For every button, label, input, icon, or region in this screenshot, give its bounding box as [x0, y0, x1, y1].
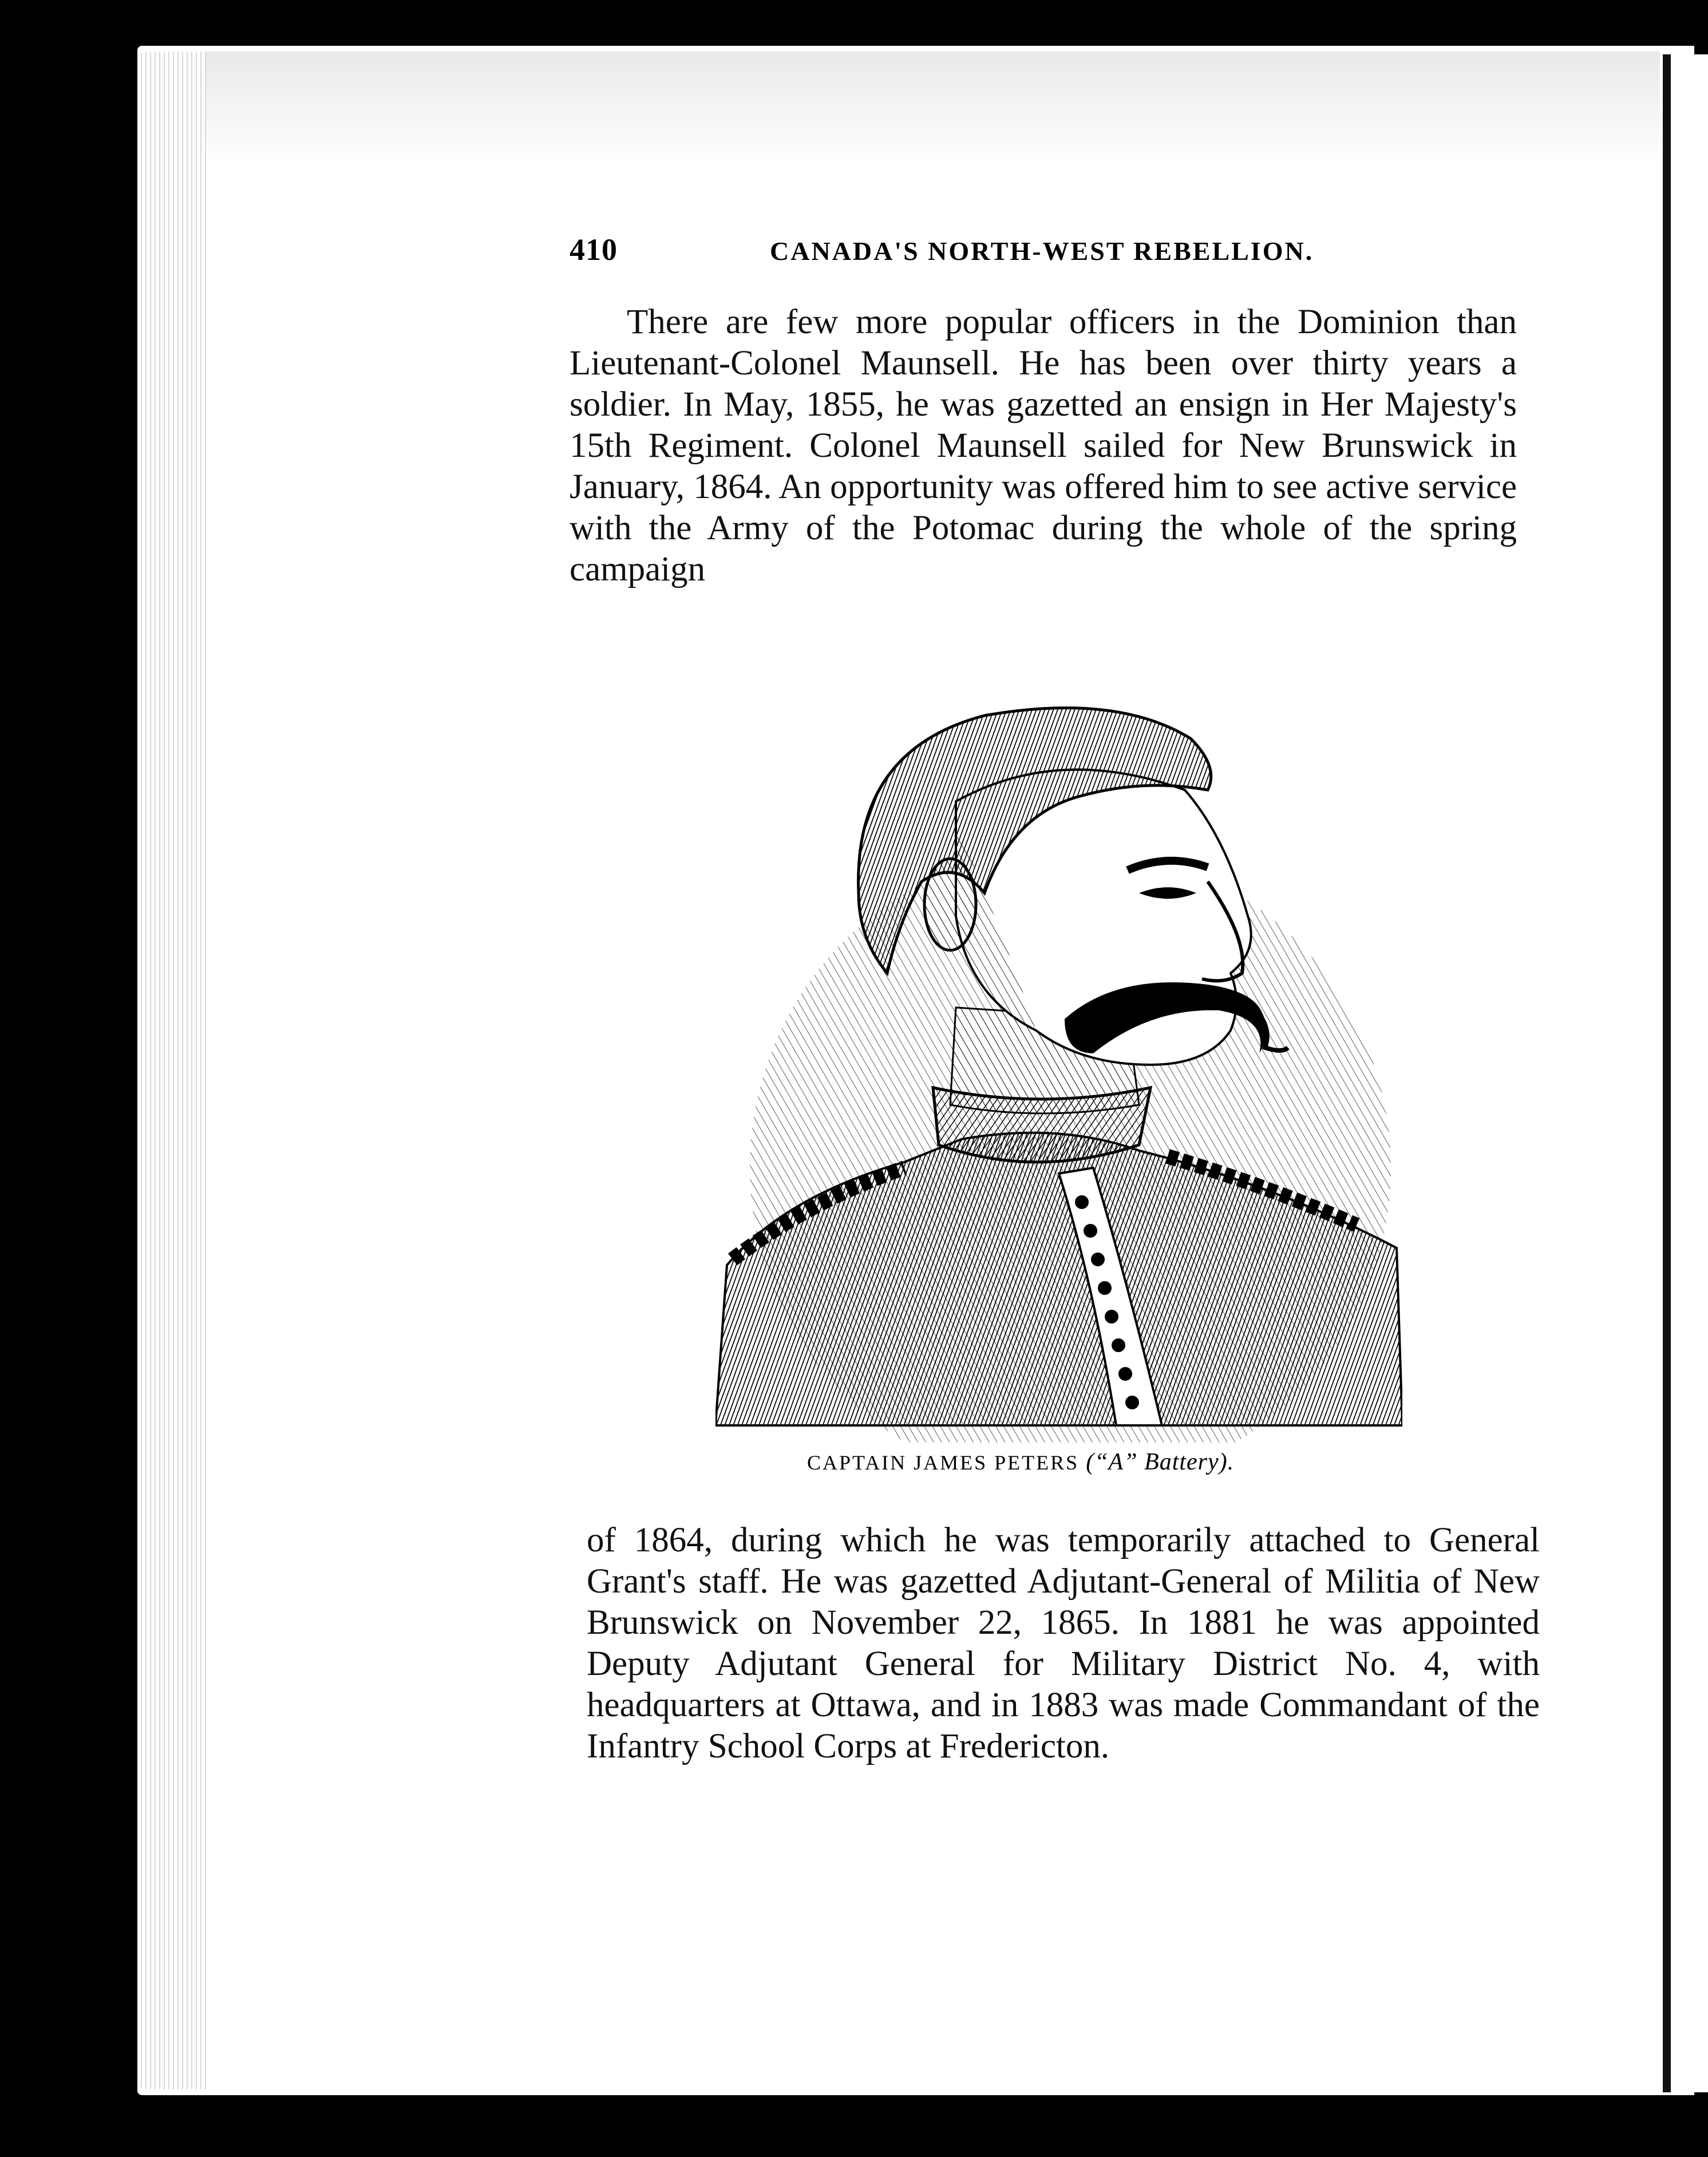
page-top-shadow: [206, 52, 1660, 166]
figure-caption: [807, 1448, 1345, 1476]
upper-text-block: [570, 232, 1517, 590]
page-number: 410: [570, 232, 618, 267]
paragraph-1: There are few more popular officers in the Dominion than Lieutenant-Colonel Maunsell. He has been over thirty years a soldier. In May, 1855, he was gazetted an ensign in Her Majesty's 15th Regiment. Colonel Maunsell sailed for New Brunswick in January, 1864. An opportunity was offered him to see active service with the Army of the Potomac during the whole of the spring campaign: [570, 303, 1517, 588]
caption-unit: (“A” Battery).: [1086, 1449, 1235, 1475]
running-header: [570, 232, 1517, 267]
running-title: CANADA'S NORTH-WEST REBELLION.: [770, 236, 1314, 266]
caption-name: CAPTAIN JAMES PETERS: [807, 1451, 1080, 1474]
page-edges: [137, 52, 206, 2089]
facing-page-edge: [1663, 54, 1708, 2092]
portrait-engraving: [715, 653, 1402, 1443]
paragraph-2: of 1864, during which he was temporarily attached to General Grant's staff. He was gazetted Adjutant-General of Militia of New Brunswick on November 22, 1865. In 1881 he was appointed Deputy Adjutant General for Military District No. 4, with headquarters at Ottawa, and in 1883 was made Commandant of the Infantry School Corps at Fredericton.: [587, 1521, 1540, 1765]
